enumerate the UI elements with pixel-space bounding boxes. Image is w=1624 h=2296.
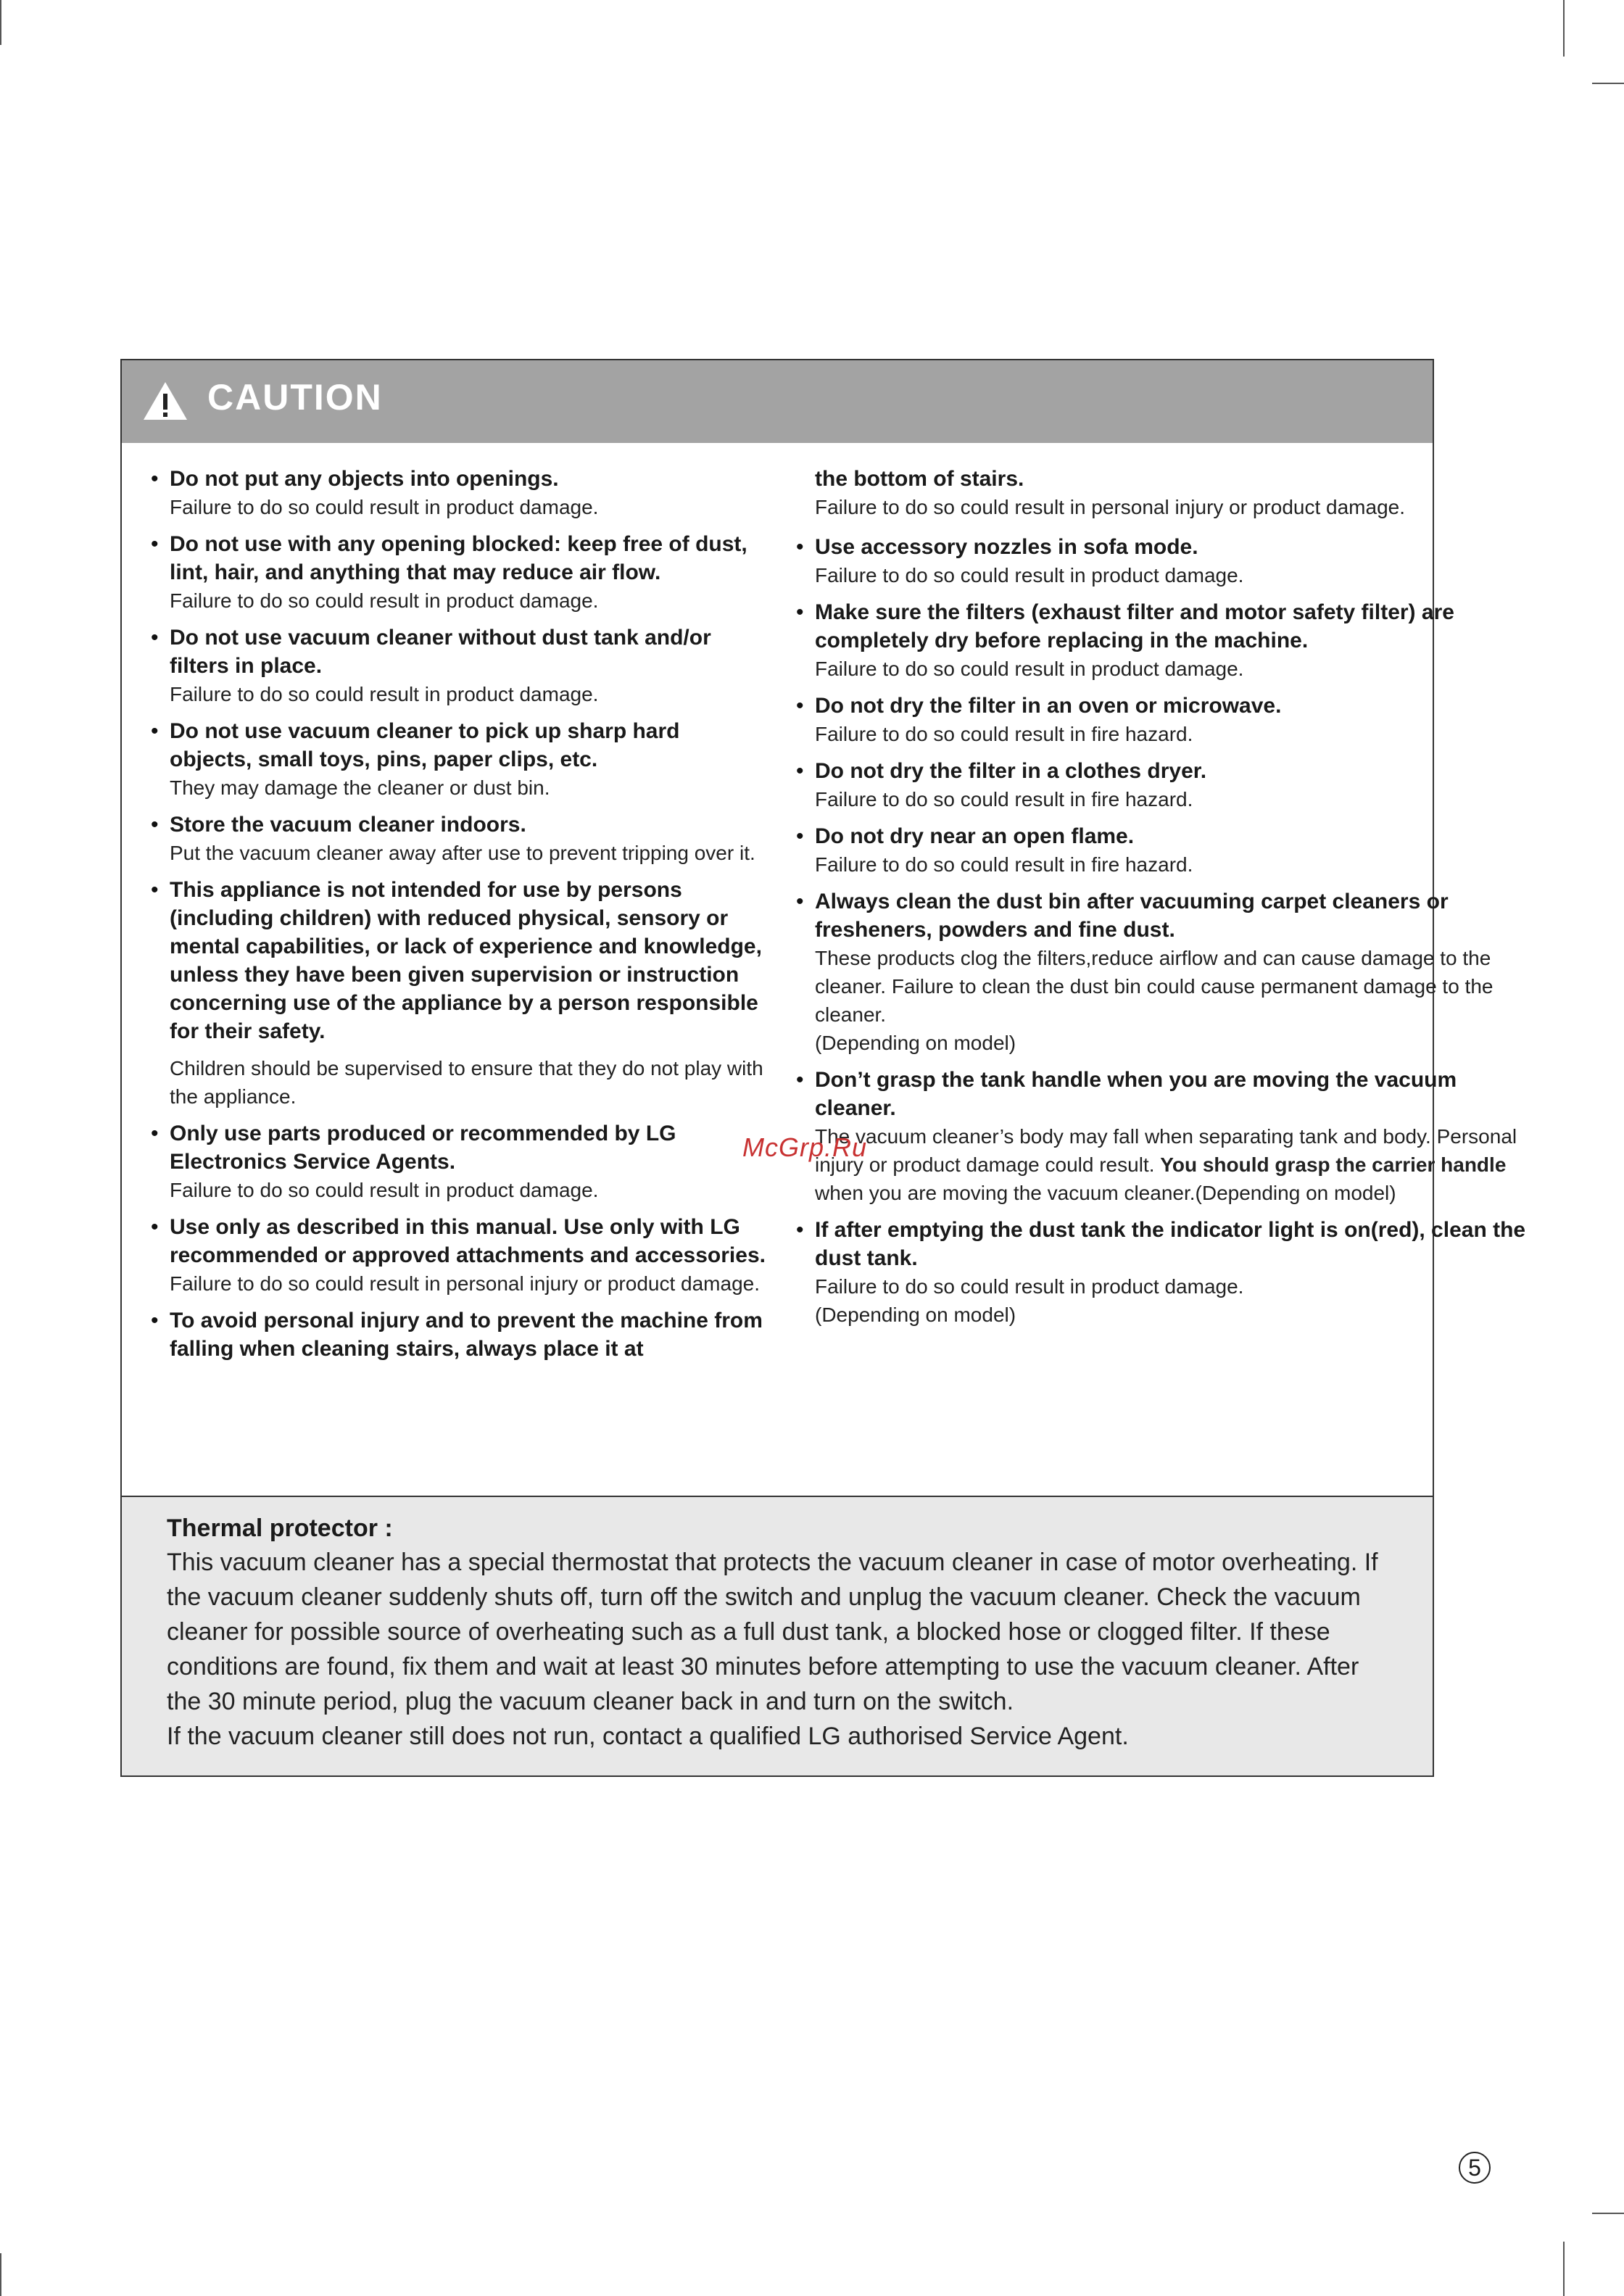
item-text: Failure to do so could result in product damage. (170, 683, 599, 705)
item-text: Failure to do so could result in fire hazard. (815, 853, 1193, 876)
crop-mark (0, 0, 1, 45)
item-text: Failure to do so could result in product damage. (815, 1275, 1244, 1298)
item-title: • To avoid personal injury and to prevent the machine from falling when cleaning stairs, always place it at (170, 1309, 763, 1361)
item-text: Failure to do so could result in product damage. (815, 564, 1244, 587)
item-text: Failure to do so could result in product damage. (170, 1179, 599, 1201)
crop-mark (1563, 0, 1565, 57)
item-text: Failure to do so could result in product damage. (170, 496, 599, 518)
item-title: • Do not use vacuum cleaner to pick up sharp hard objects, small toys, pins, paper clips, etc. (170, 719, 680, 771)
item-title: • Do not dry the filter in an oven or microwave. (815, 694, 1282, 718)
caution-item (796, 822, 1528, 879)
item-note: (Depending on model) (815, 1304, 1016, 1326)
right-column (796, 465, 1528, 1338)
item-text: Failure to do so could result in personal injury or product damage. (815, 496, 1405, 518)
caution-item (796, 887, 1528, 1057)
caution-item (151, 1119, 767, 1204)
item-text: They may damage the cleaner or dust bin. (170, 776, 550, 799)
caution-item (151, 623, 767, 708)
item-title: • Use accessory nozzles in sofa mode. (815, 535, 1198, 559)
item-title: • Always clean the dust bin after vacuuming carpet cleaners or fresheners, powders and fine dust. (815, 890, 1449, 942)
item-title: • Do not put any objects into openings. (170, 467, 559, 491)
caution-item (151, 876, 767, 1111)
crop-mark (1592, 83, 1624, 84)
item-text: Failure to do so could result in product damage. (815, 658, 1244, 680)
caution-item (796, 1066, 1528, 1207)
item-title: • Store the vacuum cleaner indoors. (170, 813, 526, 837)
caution-item (151, 530, 767, 615)
item-title: • If after emptying the dust tank the indicator light is on(red), clean the dust tank. (815, 1218, 1526, 1270)
caution-item (151, 1306, 767, 1363)
item-title: • Don’t grasp the tank handle when you are moving the vacuum cleaner. (815, 1068, 1457, 1120)
caution-item (151, 811, 767, 867)
caution-item (151, 465, 767, 521)
caution-header (122, 360, 1433, 443)
caution-item (796, 1216, 1528, 1329)
item-title: • This appliance is not intended for use by persons (including children) with reduced physical, sensory or mental capabilities, or lack of experience and knowledge, unless they have been given supervision or instruction concerning use of the appliance by a person responsible for their safety. (170, 878, 762, 1043)
item-text: Failure to do so could result in product damage. (170, 589, 599, 612)
thermal-title: Thermal protector : (167, 1514, 393, 1542)
item-text: These products clog the filters,reduce airflow and can cause damage to the cleaner. Failure to clean the dust bin could cause permanent damage to the cleaner. (815, 947, 1494, 1026)
caution-item (796, 692, 1528, 748)
caution-box (120, 359, 1526, 1777)
item-text-after: when you are moving the vacuum cleaner.(Depending on model) (815, 1182, 1396, 1204)
item-title: the bottom of stairs. (815, 467, 1024, 491)
item-text-main: The vacuum cleaner’s body may fall when separating tank and body. Personal injury or product damage could result. (815, 1125, 1517, 1176)
item-title: • Do not use with any opening blocked: keep free of dust, lint, hair, and anything that may reduce air flow. (170, 532, 747, 584)
caution-item (151, 717, 767, 802)
item-text-bold: You should grasp the carrier handle (1160, 1153, 1507, 1176)
caution-item (796, 598, 1528, 683)
item-title: • Use only as described in this manual. Use only with LG recommended or approved attachments and accessories. (170, 1215, 766, 1267)
crop-mark (1592, 2213, 1624, 2214)
item-text: Failure to do so could result in fire hazard. (815, 723, 1193, 745)
item-text: Failure to do so could result in personal injury or product damage. (170, 1272, 760, 1295)
item-title: • Do not dry the filter in a clothes dryer. (815, 759, 1207, 783)
item-text: Failure to do so could result in fire hazard. (815, 788, 1193, 811)
warning-triangle-icon (142, 381, 188, 421)
caution-item (796, 533, 1528, 589)
caution-title: CAUTION (207, 377, 383, 418)
page-number: 5 (1459, 2152, 1491, 2184)
item-text: Children should be supervised to ensure that they do not play with the appliance. (170, 1057, 763, 1108)
item-text: Put the vacuum cleaner away after use to prevent tripping over it. (170, 842, 755, 864)
caution-item-continued (796, 465, 1528, 521)
left-column (151, 465, 767, 1372)
crop-mark (0, 2253, 1, 2296)
thermal-text-2: If the vacuum cleaner still does not run, contact a qualified LG authorised Service Agent. (167, 1723, 1129, 1750)
watermark: McGrp.Ru (742, 1132, 868, 1162)
thermal-text: This vacuum cleaner has a special thermostat that protects the vacuum cleaner in case of motor overheating. If the vacuum cleaner suddenly shuts off, turn off the switch and unplug the vacuum cleaner. Check the vacuum cleaner for possible source of overheating such as a full dust tank, a blocked hose or clogged filter. If these conditions are found, fix them and wait at least 30 minutes before attempting to use the vacuum cleaner. After the 30 minute period, plug the vacuum cleaner back in and turn on the switch. (167, 1549, 1378, 1715)
caution-item (151, 1213, 767, 1298)
caution-item (796, 757, 1528, 813)
crop-mark (1563, 2242, 1565, 2296)
item-title: • Do not dry near an open flame. (815, 824, 1135, 848)
item-note: (Depending on model) (815, 1032, 1016, 1054)
thermal-protector-section (122, 1496, 1433, 1775)
item-title: • Only use parts produced or recommended by LG Electronics Service Agents. (170, 1122, 676, 1174)
item-title: • Do not use vacuum cleaner without dust tank and/or filters in place. (170, 626, 711, 678)
item-title: • Make sure the filters (exhaust filter and motor safety filter) are completely dry before replacing in the machine. (815, 600, 1454, 652)
item-text (815, 1122, 1528, 1207)
